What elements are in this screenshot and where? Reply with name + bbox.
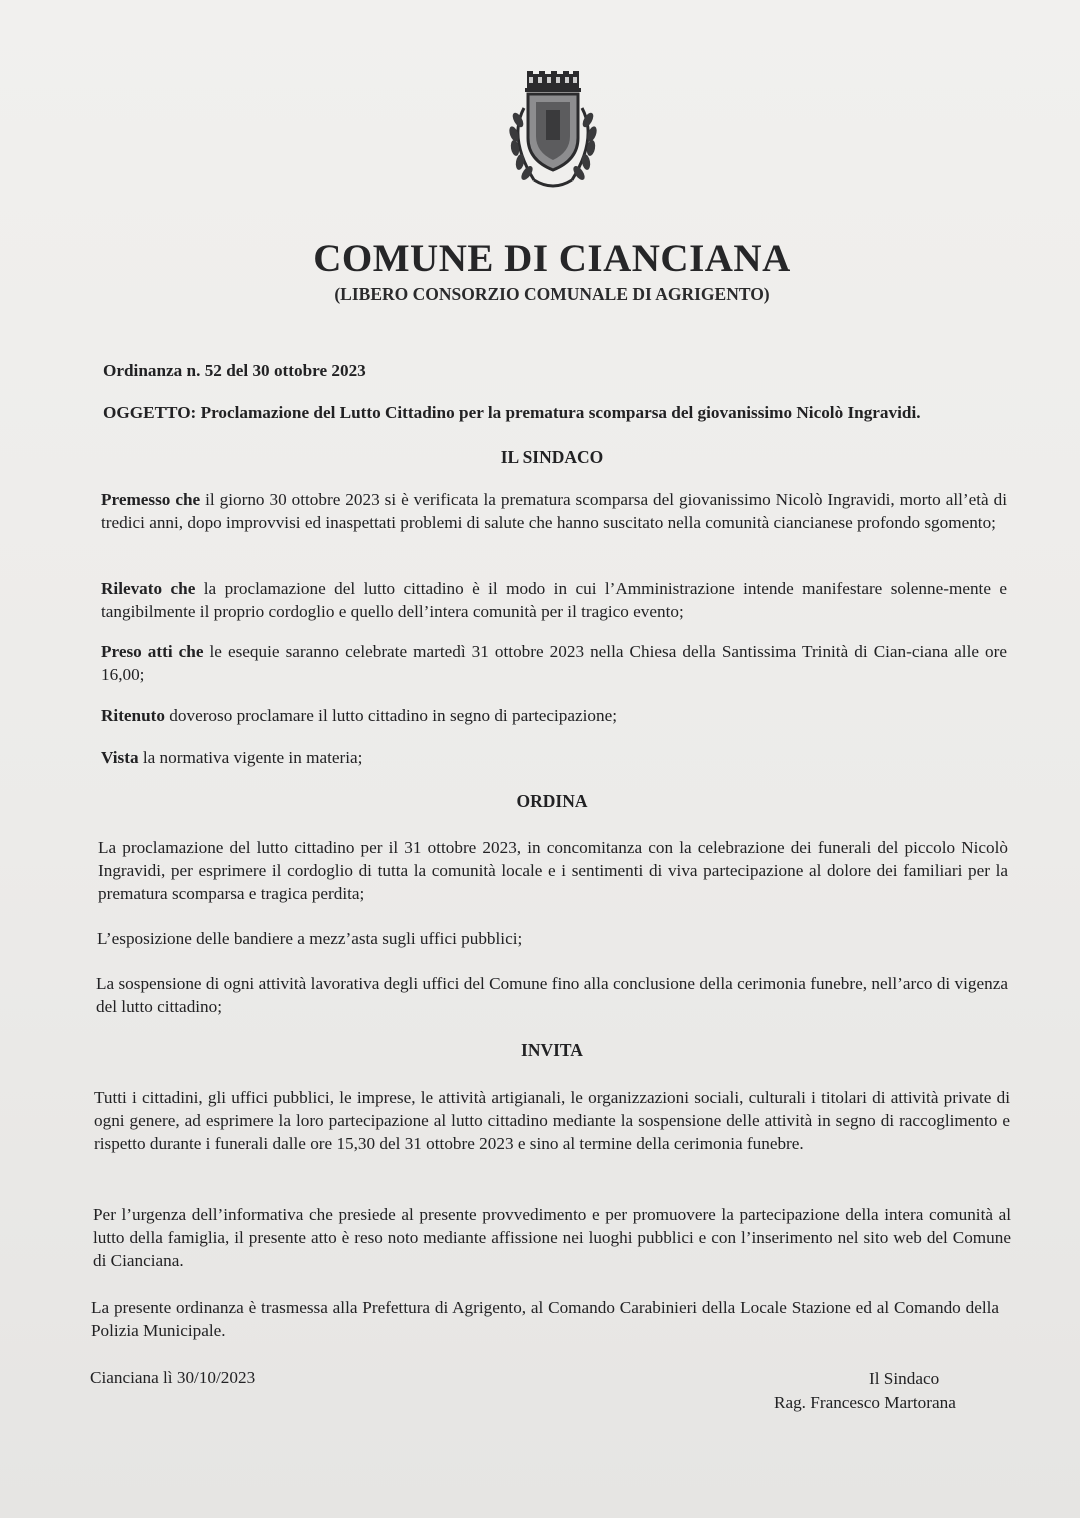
premise-lead: Premesso che [101, 490, 201, 509]
subject-text: Proclamazione del Lutto Cittadino per la prematura scomparsa del giovanissimo Nicolò Ingravidi. [200, 403, 921, 422]
premise-lead: Rilevato che [101, 579, 196, 598]
invita-heading: INVITA [521, 1040, 583, 1060]
ordina-item: La proclamazione del lutto cittadino per il 31 ottobre 2023, in concomitanza con la celebrazione dei funerali del piccolo Nicolò Ingravidi, per esprimere il cordoglio di tutta la comunità locale e i sentimenti di viva partecipazione al dolore dei familiari per la prematura scomparsa e tragica perdita; [98, 838, 1008, 903]
premise-text: la proclamazione del lutto cittadino è il modo in cui l’Amministrazione intende manifestare solenne-mente e tangibilmente il proprio cordoglio e quello dell’intera comunità per il tragico evento; [101, 579, 1008, 621]
subject-label: OGGETTO: [103, 403, 197, 422]
transmission-paragraph: La presente ordinanza è trasmessa alla Prefettura di Agrigento, al Comando Carabinieri della Locale Stazione ed al Comando della Polizia Municipale. [91, 1298, 999, 1340]
ordina-heading: ORDINA [516, 791, 588, 811]
municipal-coat-of-arms-icon [494, 68, 612, 196]
premise-text: doveroso proclamare il lutto cittadino in segno di partecipazione; [164, 706, 617, 725]
ordinance-number: Ordinanza n. 52 del 30 ottobre 2023 [103, 361, 366, 380]
premise-paragraph [101, 746, 1007, 769]
premise-paragraph [101, 488, 1007, 534]
ordina-item: L’esposizione delle bandiere a mezz’asta sugli uffici pubblici; [97, 929, 523, 948]
premise-text: il giorno 30 ottobre 2023 si è verificata la prematura scomparsa del giovanissimo Nicolò Ingravidi, morto all’età di tredici anni, dopo improvvisi ed inaspettati problemi di salute che hanno suscitato nella comunità ciancianese profondo sgomento; [101, 490, 1007, 532]
place-date: Cianciana lì 30/10/2023 [90, 1368, 256, 1387]
premise-lead: Vista [101, 748, 139, 767]
premise-paragraph [101, 577, 1007, 623]
signature-title: Il Sindaco [869, 1369, 940, 1388]
premise-text: la normativa vigente in materia; [138, 748, 363, 767]
notice-paragraph: Per l’urgenza dell’informativa che presiede al presente provvedimento e per promuovere la partecipazione della intera comunità al lutto della famiglia, il presente atto è reso noto mediante affissione nei luoghi pubblici e con l’inserimento nel sito web del Comune di Cianciana. [93, 1205, 1011, 1270]
invita-paragraph: Tutti i cittadini, gli uffici pubblici, le imprese, le attività artigianali, le organizzazioni sociali, culturali i titolari di attività private di ogni genere, ad esprimere la loro partecipazione al lutto cittadino mediante la sospensione delle attività in segno di raccoglimento e rispetto durante i funerali dalle ore 15,30 del 31 ottobre 2023 e sino al termine della cerimonia funebre. [94, 1088, 1010, 1153]
premise-paragraph [101, 640, 1007, 686]
municipality-title: COMUNE DI CIANCIANA [313, 237, 791, 280]
municipality-subtitle: (LIBERO CONSORZIO COMUNALE DI AGRIGENTO) [334, 284, 770, 304]
premise-paragraph [101, 704, 1007, 727]
issuer-heading: IL SINDACO [500, 447, 604, 467]
premise-lead: Ritenuto [101, 706, 165, 725]
ordina-item: La sospensione di ogni attività lavorativa degli uffici del Comune fino alla conclusione della cerimonia funebre, nell’arco di vigenza del lutto cittadino; [96, 974, 1008, 1016]
signature-name: Rag. Francesco Martorana [774, 1393, 956, 1412]
premise-text: le esequie saranno celebrate martedì 31 ottobre 2023 nella Chiesa della Santissima Trinità di Cian-ciana alle ore 16,00; [101, 642, 1007, 684]
premise-lead: Preso atti che [101, 642, 204, 661]
ordinance-subject [103, 402, 1007, 424]
